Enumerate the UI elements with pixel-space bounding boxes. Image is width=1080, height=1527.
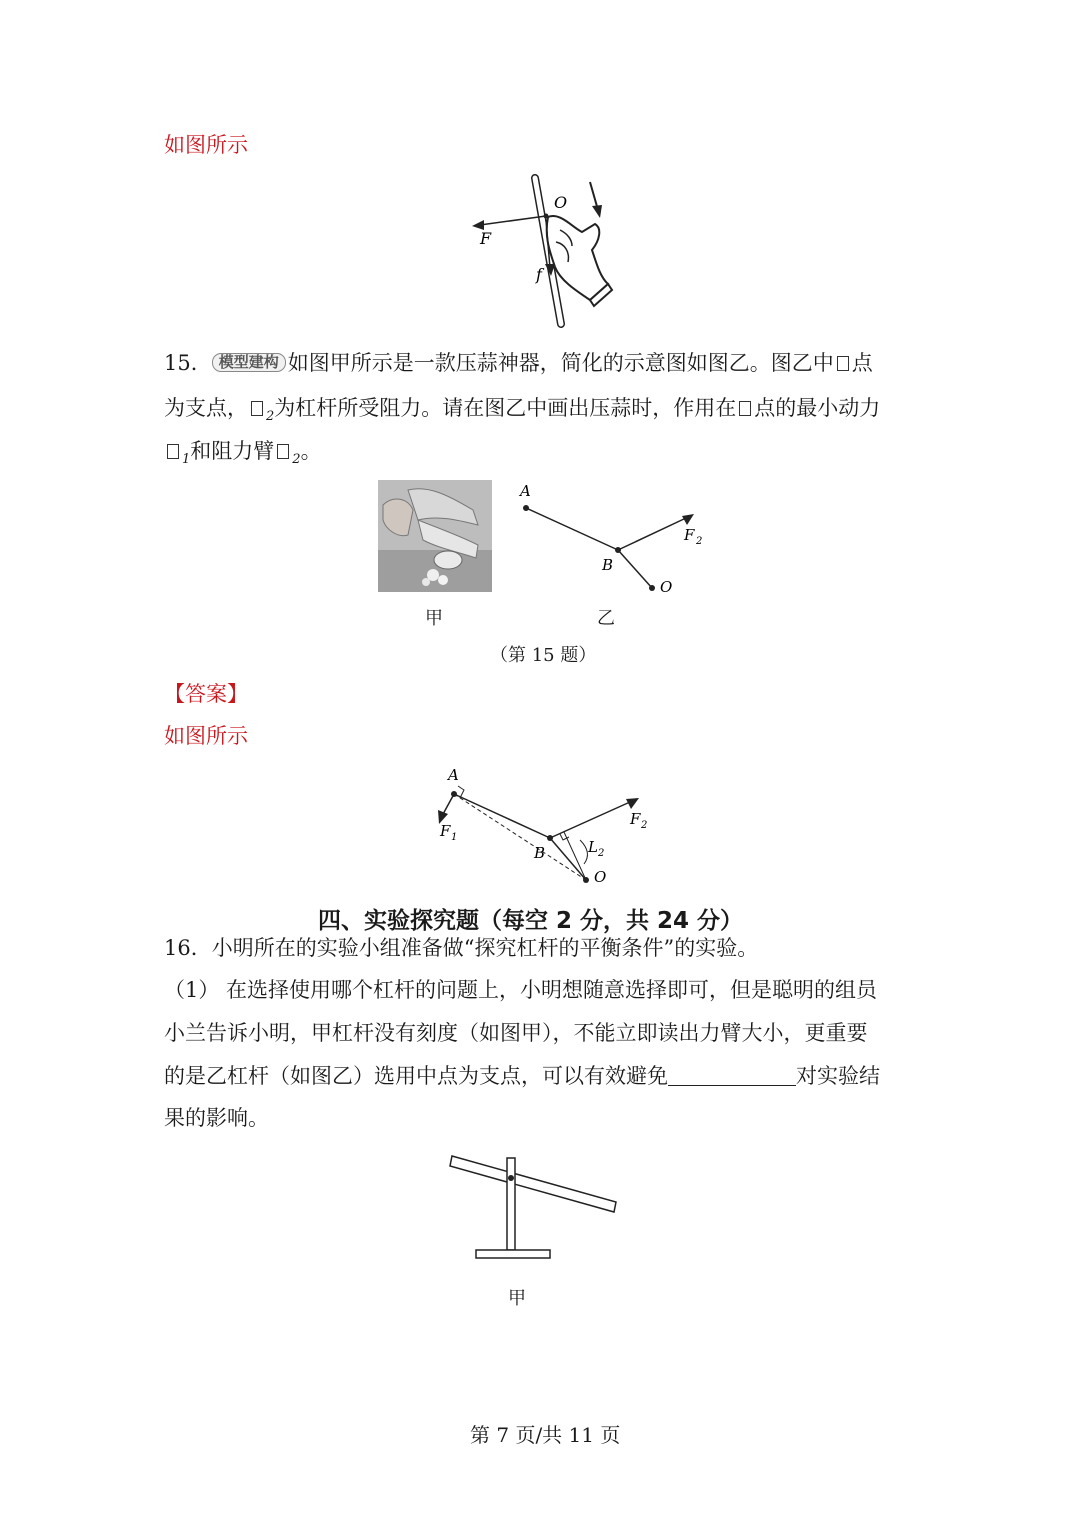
question-number: 15． xyxy=(164,351,212,375)
figure-caption: （第 15 题） xyxy=(490,645,597,666)
question-15-line2: 为支点， $_2$为杠杆所受阻力。请在图乙中画出压蒜时，作用在 点的最小动力 xyxy=(164,396,881,425)
page-number: 第 7 页/共 11 页 xyxy=(470,1423,621,1447)
answer-lever-diagram xyxy=(430,764,660,888)
question-16-p1-line3: 的是乙杠杆（如图乙）选用中点为支点，可以有效避免 对实验结 xyxy=(164,1064,880,1088)
hand-pole-figure xyxy=(460,172,620,332)
label-a: A xyxy=(520,482,531,500)
question-16-p1-line2: 小兰告诉小明，甲杠杆没有刻度（如图甲），不能立即读出力臂大小，更重要 xyxy=(164,1021,868,1045)
lever-stand-figure xyxy=(448,1150,620,1260)
symbol-placeholder xyxy=(167,444,179,459)
answer-text: 如图所示 xyxy=(164,724,248,748)
label-b: B xyxy=(602,556,614,574)
lever-diagram-yi xyxy=(510,478,710,598)
question-15-line3: $_1$和阻力臂 $_2$。 xyxy=(164,441,322,466)
question-15-line1: 15． 模型建构 如图甲所示是一款压蒜神器，简化的示意图如图乙。图乙中 点 xyxy=(164,351,873,375)
figure-label-yi: 乙 xyxy=(597,608,615,629)
question-16-p1-line1: （1） 在选择使用哪个杠杆的问题上，小明想随意选择即可，但是聪明的组员 xyxy=(164,978,878,1002)
label-o: O xyxy=(660,578,673,596)
label-f2: F xyxy=(630,810,641,828)
question-16-p1-line4: 果的影响。 xyxy=(164,1106,269,1130)
label-f1: F xyxy=(440,822,451,840)
answer-blank[interactable] xyxy=(668,1066,796,1086)
figure-label-jia: 甲 xyxy=(508,1288,526,1309)
svg-text:2: 2 xyxy=(641,820,648,831)
symbol-placeholder xyxy=(739,401,751,416)
symbol-placeholder xyxy=(251,401,263,416)
question-16-intro: 16．小明所在的实验小组准备做“探究杠杆的平衡条件”的实验。 xyxy=(164,936,759,960)
svg-text:2: 2 xyxy=(598,848,605,859)
svg-text:1: 1 xyxy=(451,832,458,843)
label-o: O xyxy=(594,868,607,886)
label-f-force: F xyxy=(480,229,492,248)
section-title: 四、实验探究题（每空 2 分，共 24 分） xyxy=(318,908,744,934)
label-f2: F xyxy=(684,526,695,544)
label-o: O xyxy=(554,193,568,212)
label-l2: L xyxy=(588,838,598,856)
svg-text:2: 2 xyxy=(696,536,703,547)
model-tag: 模型建构 xyxy=(212,353,286,372)
answer-text: 如图所示 xyxy=(164,133,248,157)
symbol-placeholder xyxy=(837,356,849,371)
label-b: B xyxy=(534,844,546,862)
label-a: A xyxy=(448,766,459,784)
figure-label-jia: 甲 xyxy=(425,608,443,629)
garlic-press-photo xyxy=(378,480,492,592)
label-f-friction: f xyxy=(536,265,542,284)
answer-heading: 【答案】 xyxy=(164,682,248,706)
symbol-placeholder xyxy=(277,444,289,459)
